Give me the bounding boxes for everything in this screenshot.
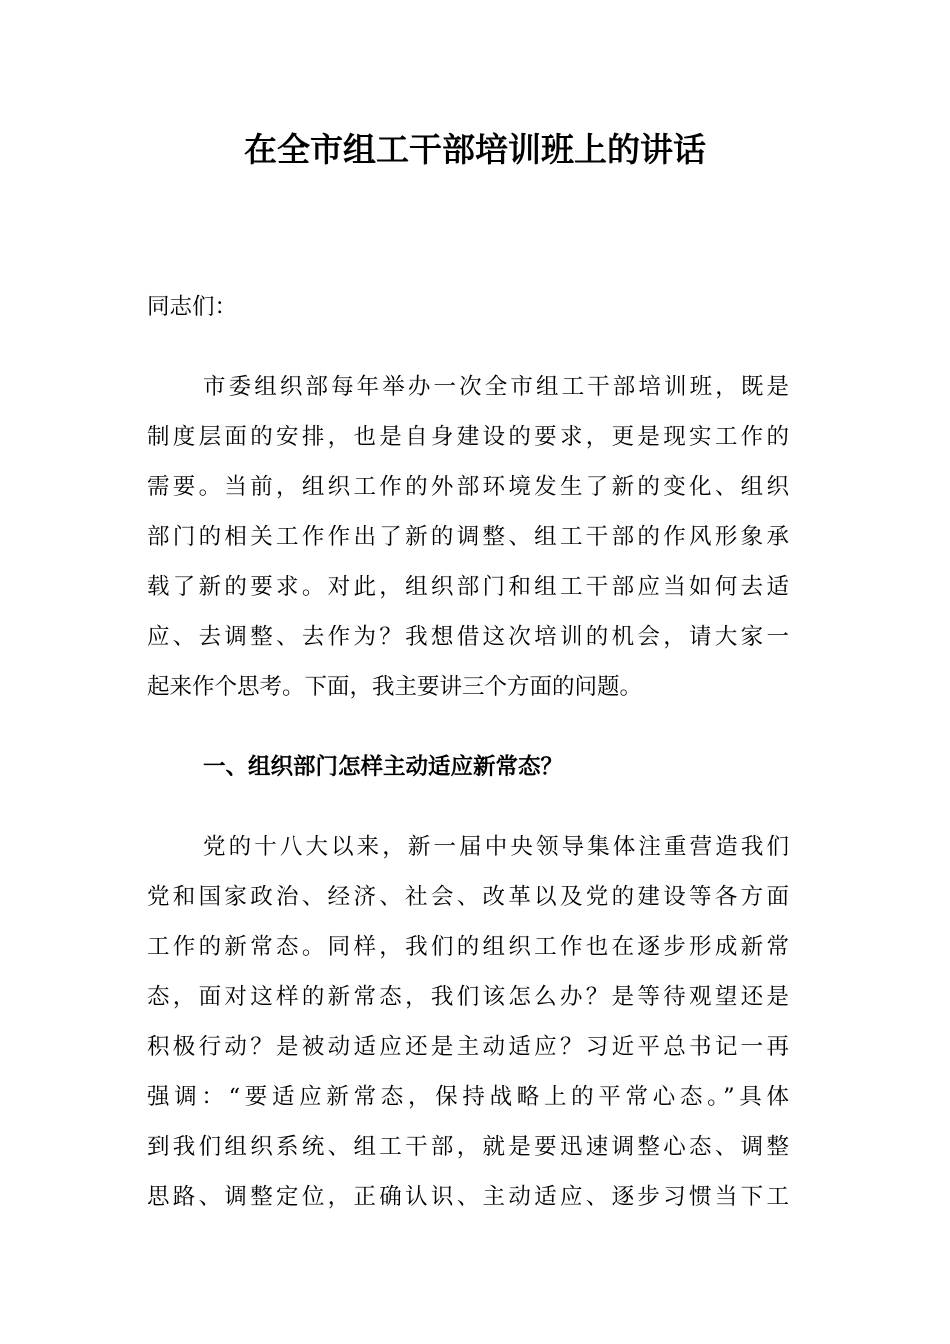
paragraph-line: 起来作个思考。下面，我主要讲三个方面的问题。 — [147, 674, 643, 700]
paragraph-line: 应、去调整、去作为？我想借这次培训的机会，请大家一 — [147, 624, 789, 650]
paragraph-line: 市委组织部每年举办一次全市组工干部培训班，既是 — [203, 374, 789, 400]
paragraph-line: 到我们组织系统、组工干部，就是要迅速调整心态、调整 — [147, 1134, 789, 1160]
spacer — [147, 712, 789, 742]
paragraph-line: 工作的新常态。同样，我们的组织工作也在逐步形成新常 — [147, 934, 789, 960]
paragraph-intro — [147, 362, 789, 712]
paragraph-line: 需要。当前，组织工作的外部环境发生了新的变化、组织 — [147, 474, 789, 500]
paragraph-line: 党的十八大以来，新一届中央领导集体注重营造我们 — [203, 834, 789, 860]
paragraph-line: 思路、调整定位，正确认识、主动适应、逐步习惯当下工 — [147, 1184, 789, 1210]
salutation: 同志们： — [147, 294, 238, 320]
paragraph-line: 党和国家政治、经济、社会、改革以及党的建设等各方面 — [147, 884, 789, 910]
document-body — [147, 282, 789, 1222]
paragraph-line: 载了新的要求。对此，组织部门和组工干部应当如何去适 — [147, 574, 789, 600]
section-heading: 一、组织部门怎样主动适应新常态？ — [203, 754, 564, 780]
paragraph-line: 部门的相关工作作出了新的调整、组工干部的作风形象承 — [147, 524, 789, 550]
paragraph-line: 积极行动？是被动适应还是主动适应？习近平总书记一再 — [147, 1034, 789, 1060]
spacer — [147, 792, 789, 822]
paragraph-line: 态，面对这样的新常态，我们该怎么办？是等待观望还是 — [147, 984, 789, 1010]
paragraph-section1 — [147, 822, 789, 1222]
spacer — [147, 332, 789, 362]
paragraph-line: 制度层面的安排，也是自身建设的要求，更是现实工作的 — [147, 424, 789, 450]
document-title: 在全市组工干部培训班上的讲话 — [244, 130, 706, 169]
paragraph-line: 强调：“要适应新常态，保持战略上的平常心态。”具体 — [147, 1084, 789, 1110]
